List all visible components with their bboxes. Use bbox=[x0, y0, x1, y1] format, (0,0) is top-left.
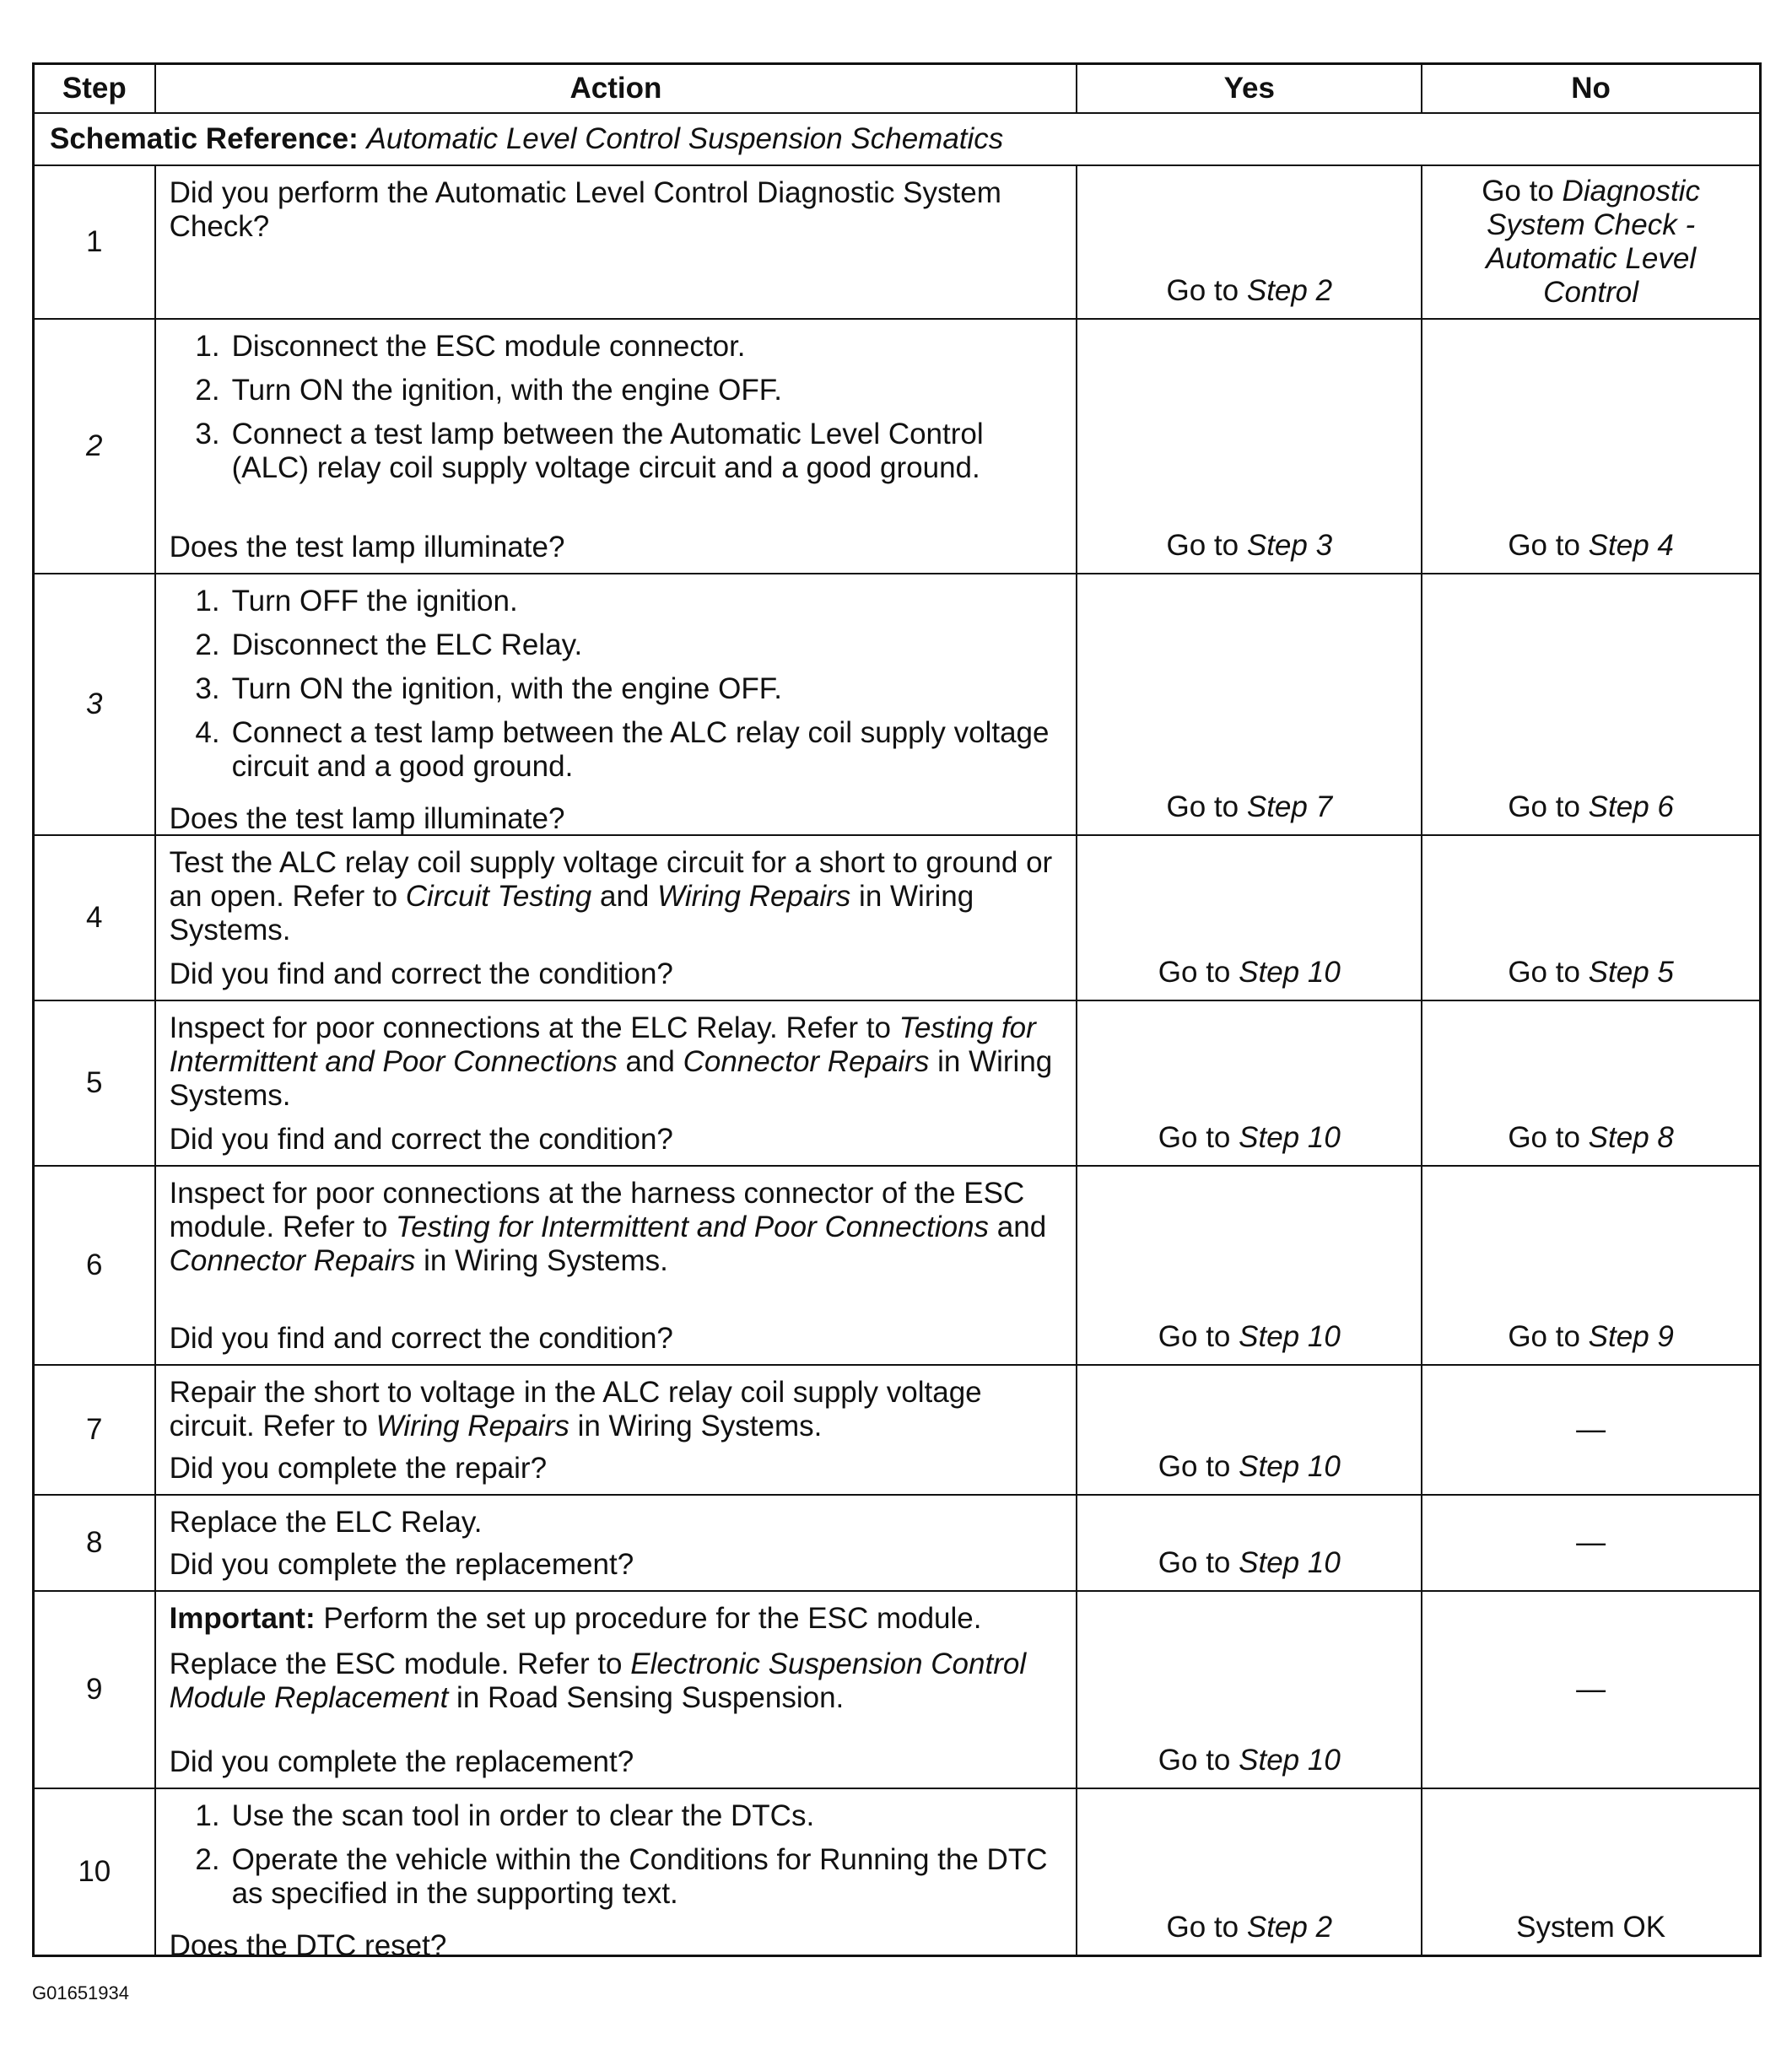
no-link[interactable] bbox=[1508, 790, 1674, 824]
action-question: Does the test lamp illuminate? bbox=[169, 531, 565, 564]
list-item-text: Use the scan tool in order to clear the DTCs. bbox=[231, 1799, 815, 1832]
yes-link[interactable] bbox=[1158, 1320, 1341, 1354]
step-ref: Step 10 bbox=[1239, 1121, 1341, 1154]
step-ref: Step 10 bbox=[1239, 1320, 1341, 1353]
table-row bbox=[35, 164, 1759, 318]
yes-cell bbox=[1076, 836, 1421, 1000]
no-link[interactable] bbox=[1508, 1320, 1674, 1354]
yes-cell bbox=[1076, 1592, 1421, 1788]
action-question: Did you find and correct the condition? bbox=[169, 957, 673, 990]
list-item: 3. Connect a test lamp between the Automatic Level Control (ALC) relay coil supply voltage circuit and a good ground. bbox=[170, 418, 1063, 485]
action-question: Did you find and correct the condition? bbox=[169, 1322, 673, 1355]
action-question: Did you find and correct the condition? bbox=[169, 1123, 673, 1156]
reference-link[interactable]: Connector Repairs bbox=[169, 1244, 416, 1277]
no-cell bbox=[1421, 1496, 1759, 1590]
step-number: 8 bbox=[86, 1526, 103, 1559]
step-number bbox=[35, 320, 154, 573]
table-row bbox=[35, 834, 1759, 1000]
step-ref: Step 10 bbox=[1239, 956, 1341, 989]
list-item-text: Disconnect the ELC Relay. bbox=[231, 628, 583, 661]
go-to-text: Go to bbox=[1166, 529, 1239, 562]
yes-cell bbox=[1076, 574, 1421, 834]
table-row bbox=[35, 1494, 1759, 1590]
step-ref: Step 4 bbox=[1588, 529, 1674, 562]
action-text: Test the ALC relay coil supply voltage circuit for a short to ground or an open. Refer to Circuit Testing and Wiring Repairs in Wiring Systems. bbox=[169, 846, 1053, 946]
yes-link[interactable] bbox=[1158, 1121, 1341, 1155]
list-item: 1. Turn OFF the ignition. bbox=[170, 585, 1063, 618]
action-cell bbox=[154, 574, 1077, 834]
important-note: Important: Perform the set up procedure for the ESC module. bbox=[169, 1602, 982, 1635]
list-item-text: Turn ON the ignition, with the engine OFF. bbox=[231, 672, 782, 705]
reference-link[interactable]: Wiring Repairs bbox=[375, 1410, 569, 1443]
header-no: No bbox=[1421, 65, 1759, 112]
go-to-text: Go to bbox=[1158, 1450, 1231, 1483]
step-number-text: 2 bbox=[86, 429, 103, 462]
step-ref: Step 10 bbox=[1239, 1744, 1341, 1777]
reference-link[interactable]: Circuit Testing bbox=[405, 880, 592, 913]
no-cell bbox=[1421, 574, 1759, 834]
step-ref: Step 2 bbox=[1246, 1911, 1333, 1944]
action-cell bbox=[154, 1001, 1077, 1165]
list-item: 2. Turn ON the ignition, with the engine OFF. bbox=[170, 374, 1063, 407]
go-to-text: Go to bbox=[1158, 1546, 1231, 1579]
action-cell bbox=[154, 1592, 1077, 1788]
action-cell bbox=[154, 320, 1077, 573]
step-number: 7 bbox=[86, 1413, 103, 1446]
list-item: 1. Use the scan tool in order to clear the DTCs. bbox=[170, 1799, 1063, 1833]
no-cell bbox=[1421, 1789, 1759, 1955]
yes-link[interactable] bbox=[1158, 956, 1341, 990]
list-item: 4. Connect a test lamp between the ALC relay coil supply voltage circuit and a good ground. bbox=[170, 716, 1063, 784]
action-cell bbox=[154, 166, 1077, 318]
action-text: Inspect for poor connections at the harness connector of the ESC module. Refer to Testing for Intermittent and Poor Connections and Connector Repairs in Wiring Systems. bbox=[169, 1177, 1047, 1277]
action-question: Did you complete the replacement? bbox=[169, 1745, 634, 1778]
step-number: 4 bbox=[86, 901, 103, 934]
schematic-label: Schematic Reference: bbox=[50, 122, 359, 155]
go-to-text: Go to bbox=[1158, 1320, 1231, 1353]
go-to-text: Go to bbox=[1158, 1744, 1231, 1777]
action-text: Repair the short to voltage in the ALC relay coil supply voltage circuit. Refer to Wiring Repairs in Wiring Systems. bbox=[169, 1376, 982, 1443]
table-row bbox=[35, 1364, 1759, 1494]
go-to-text: Go to bbox=[1508, 529, 1580, 562]
list-item: 2. Operate the vehicle within the Conditions for Running the DTC as specified in the supporting text. bbox=[170, 1843, 1063, 1911]
list-item-text: Turn ON the ignition, with the engine OFF. bbox=[231, 374, 782, 407]
important-label: Important: bbox=[169, 1602, 316, 1635]
yes-cell bbox=[1076, 166, 1421, 318]
table-row bbox=[35, 573, 1759, 834]
list-item: 3. Turn ON the ignition, with the engine OFF. bbox=[170, 672, 1063, 706]
yes-cell bbox=[1076, 320, 1421, 573]
action-question: Does the DTC reset? bbox=[169, 1929, 447, 1962]
yes-cell bbox=[1076, 1496, 1421, 1590]
list-item-text: Turn OFF the ignition. bbox=[231, 585, 518, 617]
go-to-text: Go to bbox=[1158, 956, 1231, 989]
step-ref: Step 5 bbox=[1588, 956, 1674, 989]
diagnostic-table bbox=[32, 62, 1762, 1962]
yes-link[interactable] bbox=[1167, 1911, 1333, 1944]
schematic-link[interactable]: Automatic Level Control Suspension Schematics bbox=[366, 122, 1004, 155]
step-number: 1 bbox=[86, 225, 103, 258]
no-link[interactable] bbox=[1422, 175, 1759, 310]
action-text: Replace the ESC module. Refer to Electronic Suspension Control Module Replacement in Road Sensing Suspension. bbox=[169, 1647, 1027, 1714]
table-row bbox=[35, 1788, 1759, 1962]
table-row bbox=[35, 1590, 1759, 1788]
table-row bbox=[35, 1165, 1759, 1364]
table-header-row bbox=[35, 65, 1759, 112]
reference-link[interactable]: Electronic Suspension Control Module Replacement bbox=[169, 1647, 1027, 1714]
step-number bbox=[35, 574, 154, 834]
step-number: 10 bbox=[78, 1855, 111, 1888]
go-to-text: Go to bbox=[1166, 790, 1239, 823]
action-cell bbox=[154, 1366, 1077, 1494]
go-to-text: Go to bbox=[1166, 1911, 1239, 1944]
no-cell bbox=[1421, 1592, 1759, 1788]
reference-link[interactable]: Testing for Intermittent and Poor Connections bbox=[396, 1211, 990, 1243]
no-dash: — bbox=[1576, 1673, 1606, 1706]
step-number: 9 bbox=[86, 1673, 103, 1706]
yes-link[interactable] bbox=[1167, 790, 1333, 824]
step-ref: Step 3 bbox=[1246, 529, 1333, 562]
step-ref: Step 8 bbox=[1588, 1121, 1674, 1154]
no-link[interactable] bbox=[1508, 1121, 1674, 1155]
action-cell bbox=[154, 1496, 1077, 1590]
step-ref: Step 7 bbox=[1246, 790, 1333, 823]
no-cell bbox=[1421, 1366, 1759, 1494]
yes-link[interactable] bbox=[1167, 274, 1333, 308]
go-to-text: Go to bbox=[1508, 790, 1580, 823]
go-to-text: Go to bbox=[1482, 175, 1554, 208]
list-item-text: Disconnect the ESC module connector. bbox=[231, 330, 746, 363]
go-to-text: Go to bbox=[1508, 1320, 1580, 1353]
header-yes: Yes bbox=[1076, 65, 1421, 112]
list-item-text: Operate the vehicle within the Conditions for Running the DTC as specified in the supporting text. bbox=[231, 1843, 1048, 1910]
no-link[interactable] bbox=[1508, 956, 1674, 990]
list-item: 2. Disconnect the ELC Relay. bbox=[170, 628, 1063, 662]
go-to-text: Go to bbox=[1508, 1121, 1580, 1154]
reference-link: Diagnostic System Check - Automatic Level Control bbox=[1486, 175, 1700, 309]
yes-cell bbox=[1076, 1167, 1421, 1364]
list-item: 1. Disconnect the ESC module connector. bbox=[170, 330, 1063, 364]
reference-link[interactable]: Wiring Repairs bbox=[657, 880, 851, 913]
yes-link[interactable] bbox=[1158, 1744, 1341, 1777]
schematic-reference bbox=[35, 114, 1018, 164]
action-cell bbox=[154, 1167, 1077, 1364]
list-item-text: Connect a test lamp between the Automatic Level Control (ALC) relay coil supply voltage circuit and a good ground. bbox=[231, 418, 984, 484]
step-ref: Step 10 bbox=[1239, 1450, 1341, 1483]
action-text: Replace the ELC Relay. bbox=[169, 1506, 483, 1539]
no-cell bbox=[1421, 166, 1759, 318]
no-cell bbox=[1421, 320, 1759, 573]
go-to-text: Go to bbox=[1166, 274, 1239, 307]
no-cell bbox=[1421, 836, 1759, 1000]
go-to-text: Go to bbox=[1508, 956, 1580, 989]
yes-link[interactable] bbox=[1158, 1546, 1341, 1580]
no-cell bbox=[1421, 1167, 1759, 1364]
yes-cell bbox=[1076, 1001, 1421, 1165]
header-step: Step bbox=[62, 72, 127, 105]
step-number: 5 bbox=[86, 1066, 103, 1099]
step-ref: Step 9 bbox=[1588, 1320, 1674, 1353]
step-ref: Step 2 bbox=[1246, 274, 1333, 307]
yes-link[interactable] bbox=[1158, 1450, 1341, 1484]
yes-cell bbox=[1076, 1789, 1421, 1955]
no-dash: — bbox=[1576, 1413, 1606, 1446]
action-question: Did you perform the Automatic Level Control Diagnostic System Check? bbox=[169, 176, 1001, 243]
list-item-text: Connect a test lamp between the ALC relay coil supply voltage circuit and a good ground. bbox=[231, 716, 1050, 783]
yes-link[interactable] bbox=[1167, 529, 1333, 563]
system-ok-text: System OK bbox=[1516, 1911, 1666, 1944]
step-number-text: 3 bbox=[86, 688, 103, 720]
reference-link[interactable]: Testing for Intermittent and Poor Connections bbox=[169, 1011, 1036, 1078]
step-ref: Step 10 bbox=[1239, 1546, 1341, 1579]
action-question: Did you complete the repair? bbox=[169, 1452, 548, 1485]
go-to-text: Go to bbox=[1158, 1121, 1231, 1154]
reference-link[interactable]: Connector Repairs bbox=[683, 1045, 930, 1078]
action-cell bbox=[154, 836, 1077, 1000]
action-question: Did you complete the replacement? bbox=[169, 1548, 634, 1581]
no-cell bbox=[1421, 1001, 1759, 1165]
yes-cell bbox=[1076, 1366, 1421, 1494]
no-dash: — bbox=[1576, 1526, 1606, 1559]
action-text: Inspect for poor connections at the ELC Relay. Refer to Testing for Intermittent and Poor Connections and Connector Repairs in Wiring Systems. bbox=[169, 1011, 1053, 1112]
step-ref: Step 6 bbox=[1588, 790, 1674, 823]
action-cell bbox=[154, 1789, 1077, 1962]
step-number: 6 bbox=[86, 1248, 103, 1281]
table-row bbox=[35, 1000, 1759, 1165]
schematic-reference-row bbox=[35, 112, 1759, 164]
action-question: Does the test lamp illuminate? bbox=[169, 802, 565, 835]
header-action: Action bbox=[154, 65, 1077, 112]
figure-id: G01651934 bbox=[32, 1982, 129, 2003]
table-row bbox=[35, 318, 1759, 573]
no-link[interactable] bbox=[1508, 529, 1674, 563]
